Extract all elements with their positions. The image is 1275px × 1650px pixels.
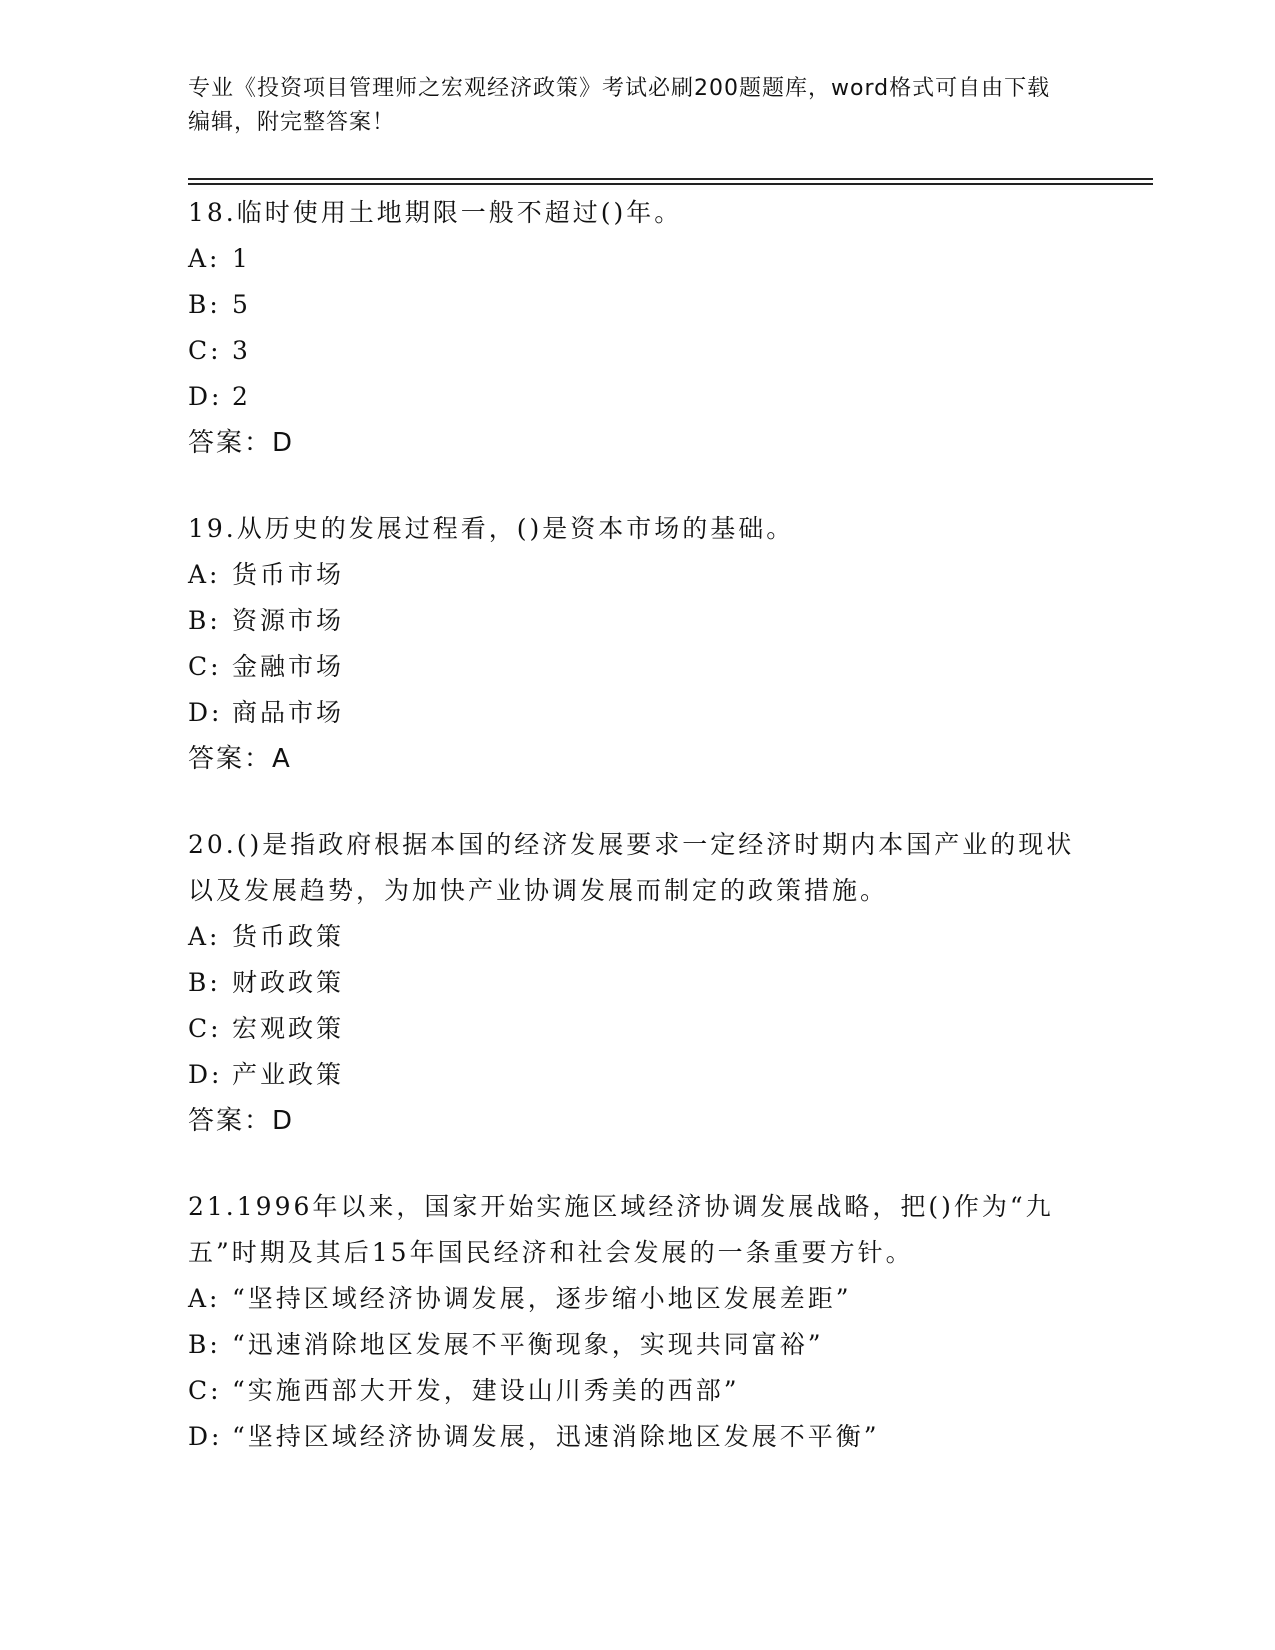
option-text: “迅速消除地区发展不平衡现象，实现共同富裕” [232,1330,824,1359]
option-text: “坚持区域经济协调发展，逐步缩小地区发展差距” [232,1284,852,1313]
option-a [188,552,1088,598]
question-18 [188,190,1088,466]
option-key: C: [188,336,222,365]
option-d [188,1414,1088,1460]
answer-line: 答案：D [188,1106,295,1136]
question-19 [188,506,1088,782]
option-key: A: [188,560,221,589]
question-stem: 21.1996年以来，国家开始实施区域经济协调发展战略，把()作为“九五”时期及其后15年国民经济和社会发展的一条重要方针。 [188,1192,1054,1267]
option-key: C: [188,652,222,681]
answer-line: 答案：D [188,428,295,458]
option-key: D: [188,382,223,411]
question-21 [188,1184,1088,1460]
option-text: 货币政策 [232,922,345,951]
question-stem: 18.临时使用土地期限一般不超过()年。 [188,198,683,227]
answer-line: 答案：A [188,744,292,774]
option-text: 货币市场 [232,560,345,589]
option-key: D: [188,1060,223,1089]
option-key: A: [188,244,221,273]
option-text: 5 [232,290,251,319]
question-stem: 19.从历史的发展过程看，()是资本市场的基础。 [188,514,795,543]
question-20 [188,822,1088,1144]
question-stem: 20.()是指政府根据本国的经济发展要求一定经济时期内本国产业的现状以及发展趋势，为加快产业协调发展而制定的政策措施。 [188,830,1075,905]
option-key: D: [188,698,223,727]
header-divider-top [188,178,1153,180]
option-d [188,690,1088,736]
option-key: C: [188,1014,222,1043]
option-text: 资源市场 [232,606,345,635]
option-text: 产业政策 [232,1060,345,1089]
option-key: B: [188,1330,221,1359]
document-header: 专业《投资项目管理师之宏观经济政策》考试必刷200题题库，word格式可自由下载编辑，附完整答案！ [188,76,1051,135]
option-c [188,1006,1088,1052]
option-key: A: [188,1284,221,1313]
option-key: C: [188,1376,222,1405]
option-key: B: [188,968,221,997]
option-key: A: [188,922,221,951]
option-c [188,328,1088,374]
option-text: “实施西部大开发，建设山川秀美的西部” [232,1376,740,1405]
option-text: 商品市场 [232,698,345,727]
option-text: 财政政策 [232,968,345,997]
question-list [188,190,1088,1500]
option-a [188,1276,1088,1322]
option-a [188,236,1088,282]
option-b [188,282,1088,328]
option-text: 2 [232,382,251,411]
option-a [188,914,1088,960]
option-key: B: [188,606,221,635]
option-text: “坚持区域经济协调发展，迅速消除地区发展不平衡” [232,1422,880,1451]
header-divider-bottom [188,183,1153,185]
option-key: D: [188,1422,223,1451]
option-c [188,1368,1088,1414]
option-b [188,960,1088,1006]
option-d [188,1052,1088,1098]
option-d [188,374,1088,420]
option-text: 金融市场 [232,652,345,681]
option-text: 1 [232,244,251,273]
option-c [188,644,1088,690]
option-b [188,598,1088,644]
option-text: 3 [232,336,251,365]
option-b [188,1322,1088,1368]
option-key: B: [188,290,221,319]
option-text: 宏观政策 [232,1014,345,1043]
